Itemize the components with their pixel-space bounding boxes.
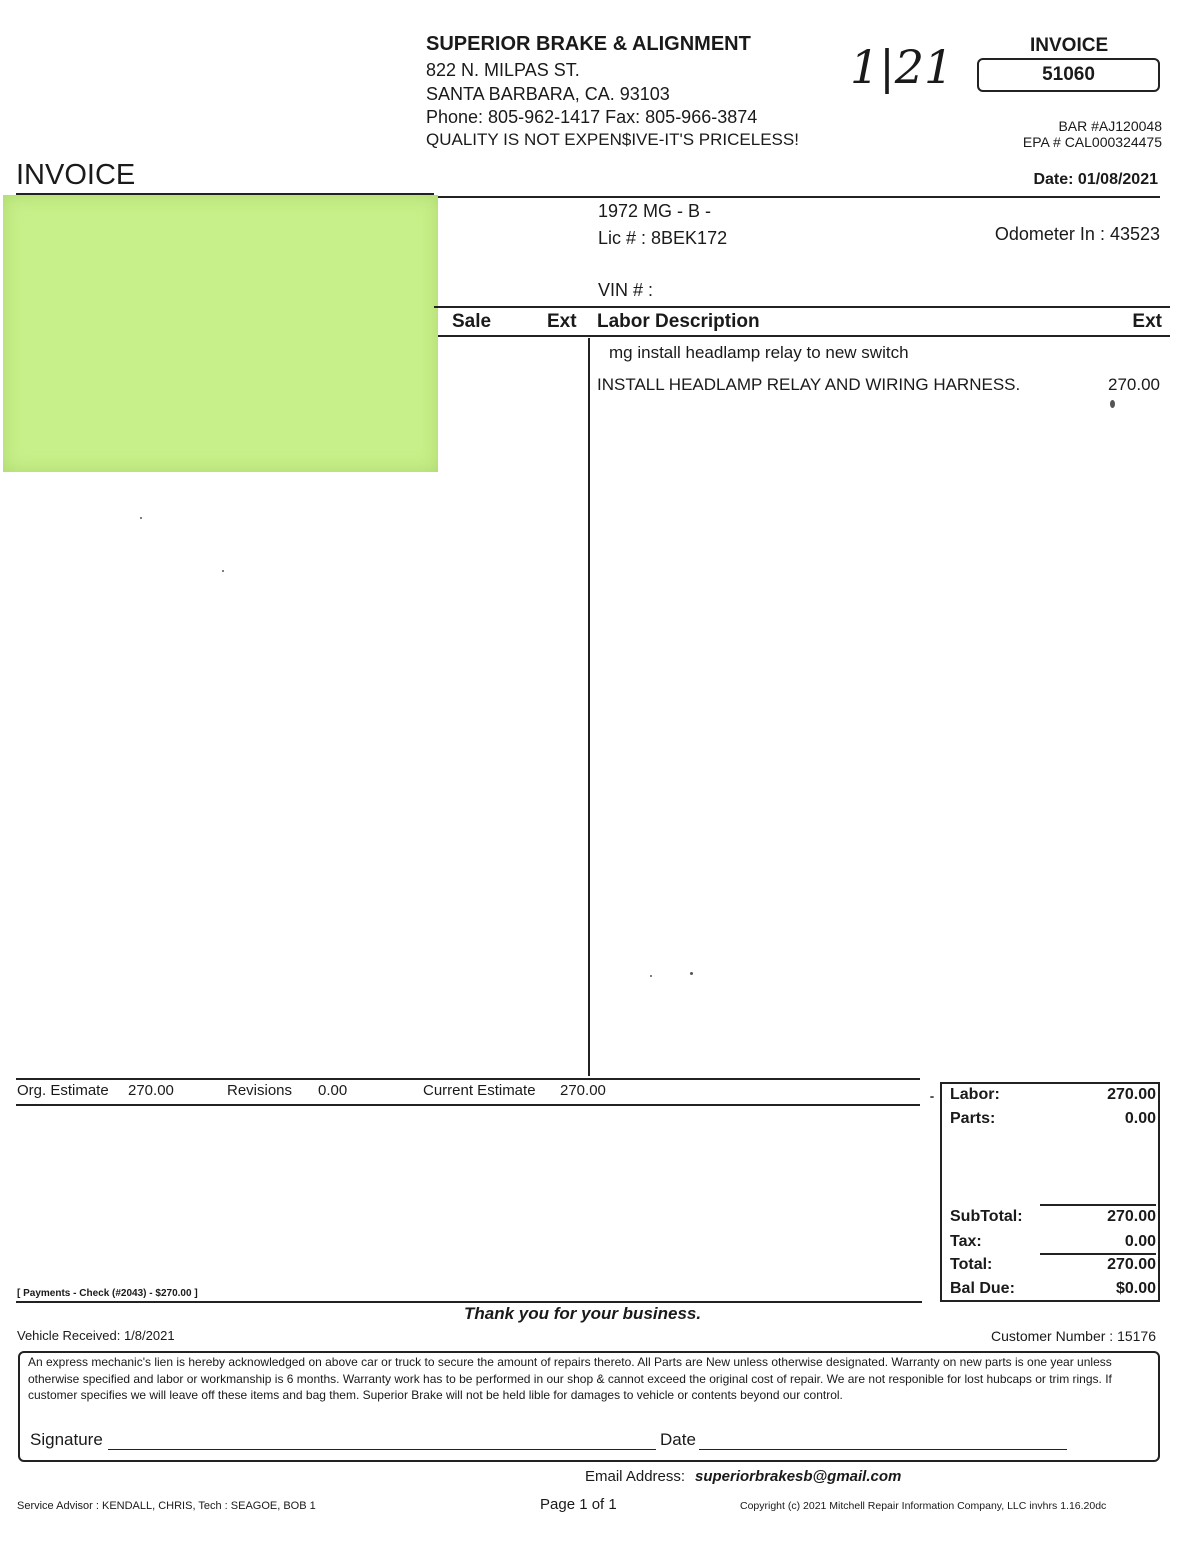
total-rule [1040,1253,1156,1255]
bar-number: BAR #AJ120048 [1058,118,1162,134]
subtotal-rule [1040,1204,1156,1206]
estimate-top-rule [16,1078,920,1080]
header-rule-right [434,196,1160,198]
page-title: INVOICE [16,159,136,191]
scan-speck [222,570,224,572]
total-value: 270.00 [1107,1256,1156,1273]
tax-label: Tax: [950,1233,982,1250]
company-tagline: QUALITY IS NOT EXPEN$IVE-IT'S PRICELESS! [426,130,799,149]
sticky-note-redaction [3,195,438,472]
revisions-label: Revisions [227,1082,293,1099]
column-divider [588,338,590,1076]
scan-speck [930,1096,934,1098]
col-header-labor-ext: Ext [1132,311,1162,332]
scan-speck [1110,400,1115,408]
invoice-label: INVOICE [1030,35,1109,56]
org-estimate-label: Org. Estimate [17,1082,109,1099]
labor-total-label: Labor: [950,1086,1000,1103]
company-name: SUPERIOR BRAKE & ALIGNMENT [426,33,751,55]
invoice-date: Date: 01/08/2021 [1033,171,1158,188]
parts-total-label: Parts: [950,1110,996,1127]
company-address-line1: 822 N. MILPAS ST. [426,60,580,80]
signature-line [108,1449,656,1450]
table-header-rule [438,335,1170,337]
odometer-in: Odometer In : 43523 [994,224,1160,244]
signature-date-label: Date [660,1430,696,1449]
terms-text: An express mechanic's lien is hereby acknowledged on above car or truck to secure the amount of repairs thereto. All Parts are New unless otherwise designated. Warranty on new parts is one year unless otherwise specified and labor or workmanship is 6 months. Warranty work has to be performed in our shop & cannot exceed the original cost of repair. We are not responible for lost hubcaps or trim rings. If customer specifies we will leave off these items and bag them. Superior Brake will not be held lible for damages to vehicle or contents beyond our control. [28,1355,1112,1402]
scan-speck [690,972,693,975]
labor-item-description: INSTALL HEADLAMP RELAY AND WIRING HARNESS. [597,375,1021,394]
estimate-bottom-rule [16,1104,920,1106]
scan-speck [650,975,652,977]
scan-speck [140,517,142,519]
balance-due-label: Bal Due: [950,1280,1015,1297]
labor-total-value: 270.00 [1107,1086,1156,1103]
total-label: Total: [950,1256,993,1273]
col-header-parts-ext: Ext [547,311,577,332]
email-address: superiorbrakesb@gmail.com [695,1468,902,1485]
vehicle-vin: VIN # : [598,280,654,300]
service-advisor: Service Advisor : KENDALL, CHRIS, Tech : SEAGOE, BOB 1 [17,1500,316,1512]
col-header-sale: Sale [452,311,492,332]
vehicle-description: 1972 MG - B - [598,201,712,221]
page-number: Page 1 of 1 [540,1496,617,1513]
signature-label: Signature [30,1430,103,1449]
company-address-line2: SANTA BARBARA, CA. 93103 [426,84,670,104]
subtotal-label: SubTotal: [950,1208,1023,1225]
col-header-labor-description: Labor Description [597,311,760,332]
labor-item-note: mg install headlamp relay to new switch [609,343,909,362]
copyright-notice: Copyright (c) 2021 Mitchell Repair Information Company, LLC invhrs 1.16.20dc [740,1500,1107,1512]
balance-due-value: $0.00 [1115,1280,1156,1297]
epa-number: EPA # CAL000324475 [1022,134,1162,150]
company-phone-fax: Phone: 805-962-1417 Fax: 805-966-3874 [426,107,758,127]
current-estimate-value: 270.00 [560,1082,606,1099]
customer-number: Customer Number : 15176 [991,1328,1156,1344]
subtotal-value: 270.00 [1107,1208,1156,1225]
invoice-number: 51060 [977,58,1160,92]
payments-line: [ Payments - Check (#2043) - $270.00 ] [17,1288,198,1299]
org-estimate-value: 270.00 [128,1082,174,1099]
payments-rule [16,1301,922,1303]
current-estimate-label: Current Estimate [423,1082,536,1099]
tax-value: 0.00 [1124,1233,1156,1250]
parts-total-value: 0.00 [1124,1110,1156,1127]
thank-you-message: Thank you for your business. [464,1304,702,1323]
email-label: Email Address: [585,1468,686,1485]
handwritten-note: 1|21 [850,40,954,94]
signature-date-line [699,1449,1067,1450]
vehicle-received: Vehicle Received: 1/8/2021 [17,1328,175,1343]
table-top-rule [434,306,1170,308]
vehicle-license: Lic # : 8BEK172 [598,228,728,248]
labor-item-ext: 270.00 [1108,375,1160,394]
revisions-value: 0.00 [318,1082,348,1099]
